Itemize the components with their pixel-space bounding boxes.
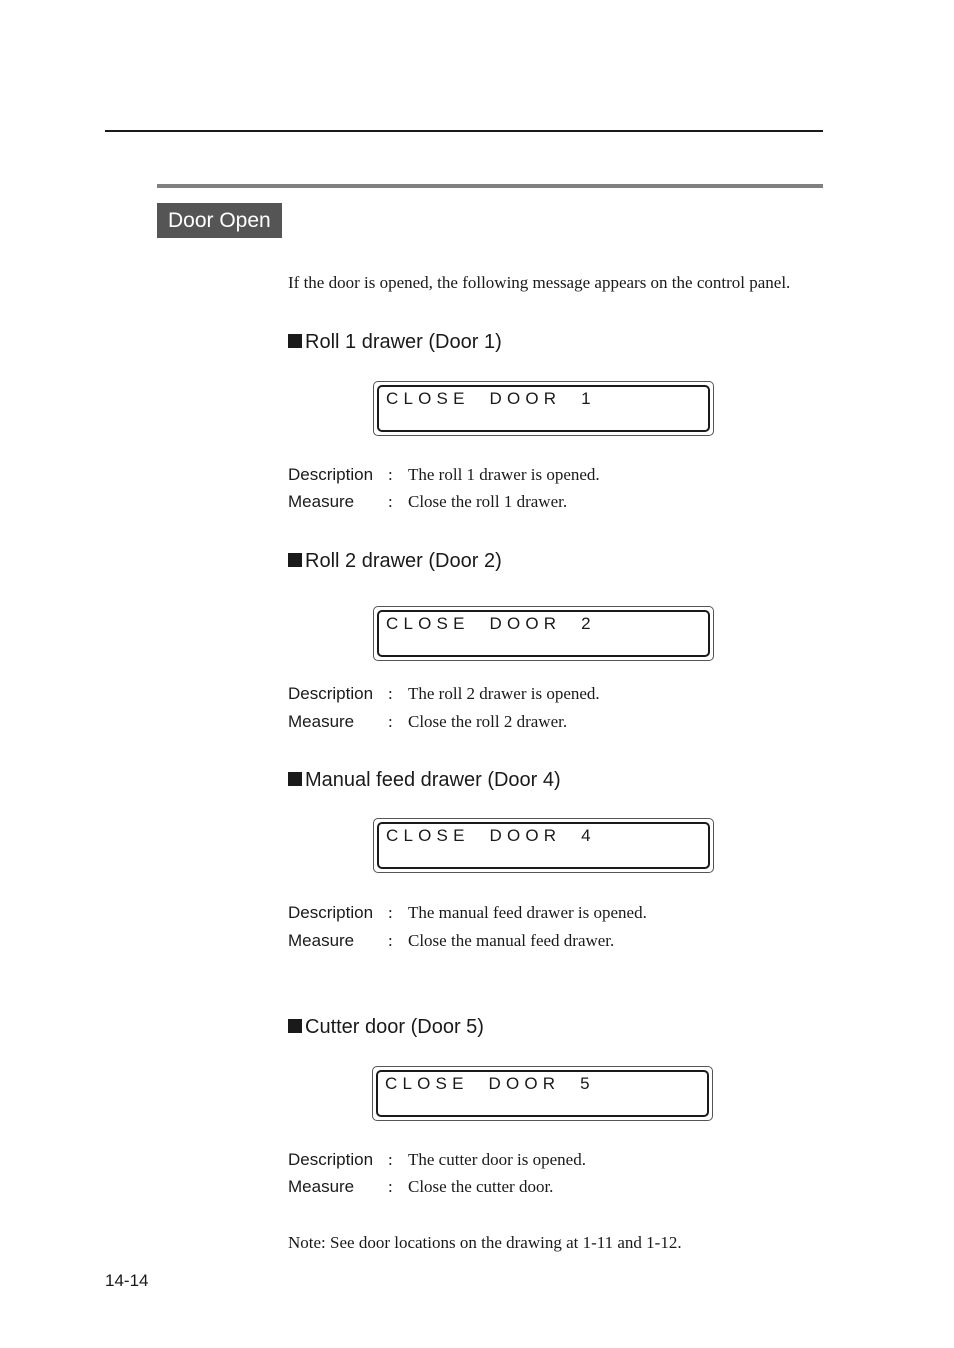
note-text: Note: See door locations on the drawing at 1-11 and 1-12.: [288, 1233, 682, 1252]
measure-row: [288, 711, 848, 733]
page-number: 14-14: [105, 1271, 149, 1290]
section-title: Door Open: [157, 203, 282, 238]
heading-roll-2-drawer: [288, 548, 502, 574]
heading-text: Roll 1 drawer (Door 1): [305, 331, 502, 353]
square-bullet-icon: [288, 1019, 302, 1033]
measure-value: Close the manual feed drawer.: [408, 931, 615, 950]
measure-row: [288, 1176, 848, 1198]
lcd-message: CLOSE DOOR 1: [386, 389, 596, 408]
description-value: The roll 1 drawer is opened.: [408, 465, 600, 484]
description-label: Description: [288, 465, 374, 484]
measure-row: [288, 930, 848, 952]
colon: :: [388, 492, 393, 511]
measure-row: [288, 491, 848, 513]
description-label: Description: [288, 1150, 374, 1169]
heading-text: Manual feed drawer (Door 4): [305, 769, 561, 791]
measure-label: Measure: [288, 712, 355, 731]
measure-value: Close the roll 1 drawer.: [408, 492, 568, 511]
lcd-display-door-2: [373, 606, 714, 661]
measure-value: Close the cutter door.: [408, 1177, 554, 1196]
colon: :: [388, 1150, 393, 1169]
heading-roll-1-drawer: [288, 329, 502, 355]
description-row: [288, 464, 848, 486]
colon: :: [388, 465, 393, 484]
description-row: [288, 902, 848, 924]
colon: :: [388, 931, 393, 950]
heading-cutter-door: [288, 1014, 484, 1040]
lcd-message: CLOSE DOOR 2: [386, 614, 596, 633]
description-value: The manual feed drawer is opened.: [408, 903, 647, 922]
description-value: The cutter door is opened.: [408, 1150, 586, 1169]
colon: :: [388, 903, 393, 922]
measure-label: Measure: [288, 1177, 355, 1196]
colon: :: [388, 1177, 393, 1196]
heading-text: Roll 2 drawer (Door 2): [305, 550, 502, 572]
measure-label: Measure: [288, 931, 355, 950]
heading-text: Cutter door (Door 5): [305, 1016, 484, 1038]
description-row: [288, 683, 848, 705]
colon: :: [388, 712, 393, 731]
lcd-message: CLOSE DOOR 4: [386, 826, 596, 845]
measure-label: Measure: [288, 492, 355, 511]
description-label: Description: [288, 903, 374, 922]
intro-text: If the door is opened, the following message appears on the control panel.: [288, 273, 791, 292]
square-bullet-icon: [288, 334, 302, 348]
description-row: [288, 1149, 848, 1171]
top-rule: [105, 130, 823, 132]
description-value: The roll 2 drawer is opened.: [408, 684, 600, 703]
lcd-display-door-5: [372, 1066, 713, 1121]
lcd-message: CLOSE DOOR 5: [385, 1074, 595, 1093]
section-rule: [157, 184, 823, 188]
colon: :: [388, 684, 393, 703]
square-bullet-icon: [288, 772, 302, 786]
measure-value: Close the roll 2 drawer.: [408, 712, 568, 731]
lcd-display-door-4: [373, 818, 714, 873]
lcd-display-door-1: [373, 381, 714, 436]
description-label: Description: [288, 684, 374, 703]
heading-manual-feed-drawer: [288, 767, 561, 793]
square-bullet-icon: [288, 553, 302, 567]
